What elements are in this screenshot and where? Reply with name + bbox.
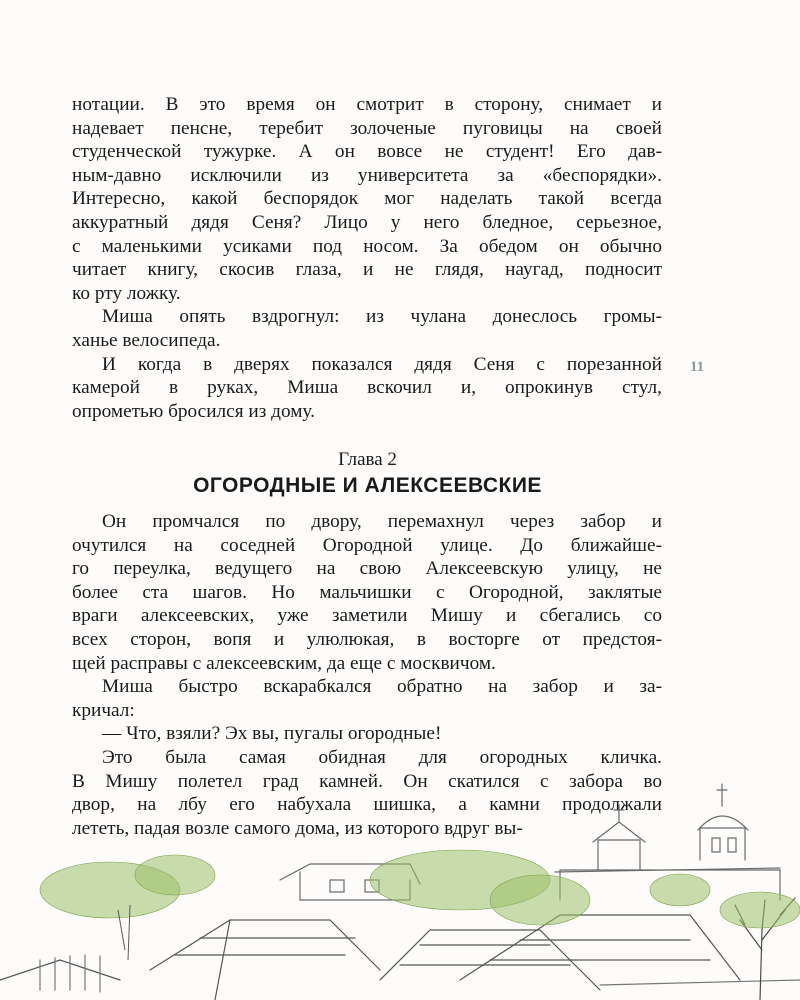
text-line: более ста шагов. Но мальчишки с Огородной, заклятые <box>72 581 662 603</box>
text-line: читает книгу, скосив глаза, и не глядя, наугад, подносит <box>72 259 662 281</box>
text-line: го переулка, ведущего на свою Алексеевскую улицу, не <box>72 558 662 580</box>
page-number: 11 <box>690 359 705 375</box>
text-line: Миша быстро вскарабкался обратно на забор и за- <box>102 676 662 698</box>
text-line: щей расправы с алексеевским, да еще с москвичом. <box>72 652 496 674</box>
text-line: аккуратный дядя Сеня? Лицо у него бледное, серьезное, <box>72 211 662 233</box>
foliage-icon <box>40 850 800 928</box>
text-line: кричал: <box>72 699 135 721</box>
roof-icon <box>0 915 740 1000</box>
text-line: враги алексеевских, уже заметили Мишу и сбегались со <box>72 605 662 627</box>
text-line: ным-давно исключили из университета за «беспорядки». <box>72 164 662 186</box>
text-line: всех сторон, вопя и улюлюкая, в восторге от предстоя- <box>72 628 662 650</box>
paragraph <box>72 93 662 305</box>
text-line: двор, на лбу его набухала шишка, а камни продолжали <box>72 794 662 816</box>
text-line: очутился на соседней Огородной улице. До ближайше- <box>72 534 662 556</box>
text-line: камерой в руках, Миша вскочил и, опрокинув стул, <box>72 377 662 399</box>
text-line: — Что, взяли? Эх вы, пугалы огородные! <box>102 723 442 745</box>
text-line: ханье велосипеда. <box>72 329 221 351</box>
text-line: Миша опять вздрогнул: из чулана донеслось громы- <box>102 306 662 328</box>
text-line: В Мишу полетел град камней. Он скатился с забора во <box>72 770 662 792</box>
text-line: надевает пенсне, теребит золоченые пуговицы на своей <box>72 117 662 139</box>
paragraph <box>72 305 662 352</box>
chapter-title: ОГОРОДНЫЕ И АЛЕКСЕЕВСКИЕ <box>193 474 542 497</box>
paragraph <box>72 675 662 722</box>
paragraph <box>72 722 662 746</box>
text-line: Это была самая обидная для огородных кличка. <box>102 746 662 768</box>
paragraph <box>72 510 662 675</box>
text-line: с маленькими усиками под носом. За обедом он обычно <box>72 235 662 257</box>
text-line: И когда в дверях показался дядя Сеня с порезанной <box>102 353 662 375</box>
text-line: лететь, падая возле самого дома, из которого вдруг вы- <box>72 817 523 839</box>
text-line: опрометью бросился из дому. <box>72 400 315 422</box>
text-line: студенческой тужурке. А он вовсе не студент! Его дав- <box>72 141 662 163</box>
text-block-top <box>72 93 662 423</box>
village-sketch-illustration <box>0 780 800 1000</box>
text-line: Интересно, какой беспорядок мог наделать такой всегда <box>72 188 662 210</box>
text-line: Он промчался по двору, перемахнул через забор и <box>102 511 662 532</box>
paragraph <box>72 353 662 424</box>
text-line: ко рту ложку. <box>72 282 181 304</box>
text-line: нотации. В это время он смотрит в сторону, снимает и <box>72 94 662 115</box>
chapter-label: Глава 2 <box>338 449 397 470</box>
